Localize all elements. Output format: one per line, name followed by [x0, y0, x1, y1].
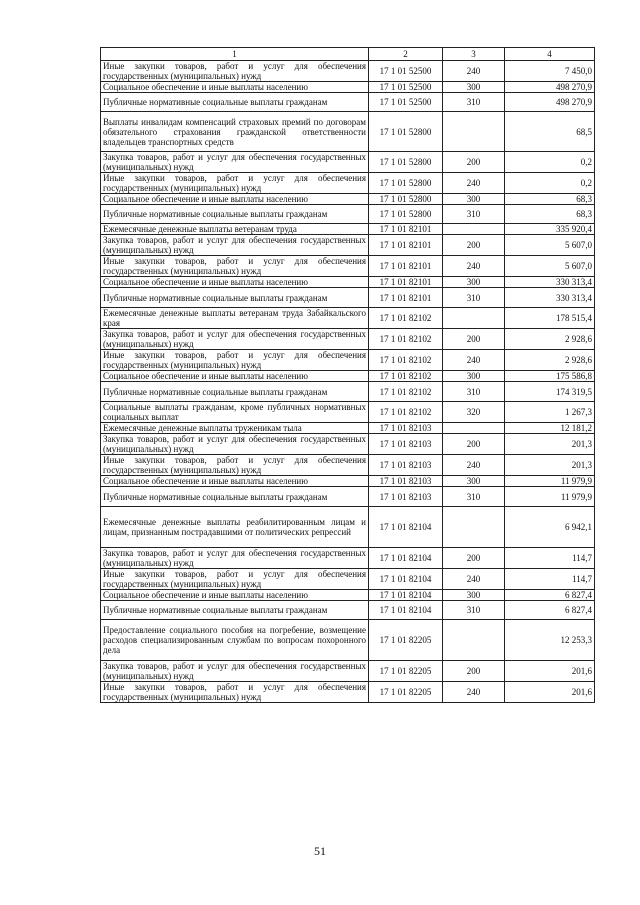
row-name-cell: Публичные нормативные социальные выплаты гражданам — [101, 601, 369, 620]
page-number: 51 — [314, 844, 326, 858]
row-type-cell — [443, 224, 505, 235]
row-name-cell: Иные закупки товаров, работ и услуг для обеспечения государственных (муниципальных) нужд — [101, 569, 369, 590]
row-type-cell — [443, 423, 505, 434]
row-type-cell: 310 — [443, 93, 505, 112]
row-code-cell: 17 1 01 82103 — [369, 455, 443, 476]
row-amount-cell: 5 607,0 — [505, 235, 595, 256]
table-row — [101, 487, 595, 507]
row-amount-cell: 330 313,4 — [505, 277, 595, 288]
row-type-cell — [443, 112, 505, 152]
row-type-cell: 240 — [443, 256, 505, 277]
row-amount-cell: 201,6 — [505, 661, 595, 682]
row-name-cell: Публичные нормативные социальные выплаты гражданам — [101, 93, 369, 112]
row-code-cell: 17 1 01 82104 — [369, 507, 443, 548]
table-row — [101, 455, 595, 476]
row-name-cell: Социальное обеспечение и иные выплаты населению — [101, 590, 369, 601]
row-amount-cell: 201,3 — [505, 455, 595, 476]
row-name-cell: Социальное обеспечение и иные выплаты населению — [101, 371, 369, 382]
row-amount-cell: 178 515,4 — [505, 308, 595, 329]
row-name-cell: Социальное обеспечение и иные выплаты населению — [101, 82, 369, 93]
row-name-cell: Иные закупки товаров, работ и услуг для обеспечения государственных (муниципальных) нужд — [101, 256, 369, 277]
row-name-cell: Иные закупки товаров, работ и услуг для обеспечения государственных (муниципальных) нужд — [101, 682, 369, 703]
row-amount-cell: 0,2 — [505, 152, 595, 173]
budget-table-body — [101, 48, 595, 703]
table-row — [101, 61, 595, 82]
row-name-cell: Ежемесячные денежные выплаты реабилитированным лицам и лицам, признанным пострадавшими от политических репрессий — [101, 507, 369, 548]
row-amount-cell: 1 267,3 — [505, 402, 595, 423]
row-code-cell: 17 1 01 52800 — [369, 205, 443, 224]
table-row — [101, 82, 595, 93]
row-type-cell: 300 — [443, 82, 505, 93]
header-col-1: 1 — [101, 48, 369, 61]
table-row — [101, 661, 595, 682]
row-type-cell: 310 — [443, 288, 505, 308]
row-amount-cell: 498 270,9 — [505, 82, 595, 93]
table-row — [101, 371, 595, 382]
table-row — [101, 682, 595, 703]
row-name-cell: Социальное обеспечение и иные выплаты населению — [101, 476, 369, 487]
row-code-cell: 17 1 01 82205 — [369, 661, 443, 682]
row-code-cell: 17 1 01 82102 — [369, 371, 443, 382]
row-amount-cell: 201,3 — [505, 434, 595, 455]
row-type-cell: 300 — [443, 371, 505, 382]
row-name-cell: Социальное обеспечение и иные выплаты населению — [101, 277, 369, 288]
row-name-cell: Социальные выплаты гражданам, кроме публичных нормативных социальных выплат — [101, 402, 369, 423]
row-code-cell: 17 1 01 82102 — [369, 308, 443, 329]
row-name-cell: Публичные нормативные социальные выплаты гражданам — [101, 487, 369, 507]
row-code-cell: 17 1 01 82101 — [369, 235, 443, 256]
row-amount-cell: 114,7 — [505, 569, 595, 590]
row-amount-cell: 335 920,4 — [505, 224, 595, 235]
row-code-cell: 17 1 01 82205 — [369, 682, 443, 703]
table-row — [101, 590, 595, 601]
row-code-cell: 17 1 01 52800 — [369, 112, 443, 152]
table-row — [101, 152, 595, 173]
table-row — [101, 476, 595, 487]
row-name-cell: Иные закупки товаров, работ и услуг для обеспечения государственных (муниципальных) нужд — [101, 455, 369, 476]
table-row — [101, 205, 595, 224]
row-name-cell: Закупка товаров, работ и услуг для обеспечения государственных (муниципальных) нужд — [101, 661, 369, 682]
row-type-cell — [443, 620, 505, 661]
row-code-cell: 17 1 01 52800 — [369, 152, 443, 173]
row-amount-cell: 2 928,6 — [505, 350, 595, 371]
row-type-cell: 300 — [443, 476, 505, 487]
table-row — [101, 382, 595, 402]
row-code-cell: 17 1 01 82102 — [369, 382, 443, 402]
row-type-cell: 200 — [443, 329, 505, 350]
row-name-cell: Предоставление социального пособия на погребение, возмещение расходов специализированным службам по вопросам похоронного дела — [101, 620, 369, 661]
row-amount-cell: 6 942,1 — [505, 507, 595, 548]
row-code-cell: 17 1 01 52800 — [369, 194, 443, 205]
row-code-cell: 17 1 01 82103 — [369, 434, 443, 455]
row-type-cell: 300 — [443, 194, 505, 205]
row-name-cell: Закупка товаров, работ и услуг для обеспечения государственных (муниципальных) нужд — [101, 329, 369, 350]
row-name-cell: Закупка товаров, работ и услуг для обеспечения государственных (муниципальных) нужд — [101, 235, 369, 256]
row-name-cell: Социальное обеспечение и иные выплаты населению — [101, 194, 369, 205]
row-code-cell: 17 1 01 52800 — [369, 173, 443, 194]
row-name-cell: Публичные нормативные социальные выплаты гражданам — [101, 205, 369, 224]
table-row — [101, 548, 595, 569]
row-type-cell: 200 — [443, 152, 505, 173]
header-col-4: 4 — [505, 48, 595, 61]
row-amount-cell: 7 450,0 — [505, 61, 595, 82]
table-row — [101, 601, 595, 620]
row-name-cell: Выплаты инвалидам компенсаций страховых премий по договорам обязательного страхования гражданской ответственности владельцев транспортных средств — [101, 112, 369, 152]
row-type-cell: 200 — [443, 548, 505, 569]
table-row — [101, 308, 595, 329]
row-amount-cell: 114,7 — [505, 548, 595, 569]
row-type-cell: 200 — [443, 661, 505, 682]
row-name-cell: Публичные нормативные социальные выплаты гражданам — [101, 382, 369, 402]
row-code-cell: 17 1 01 82103 — [369, 487, 443, 507]
row-type-cell: 240 — [443, 455, 505, 476]
row-amount-cell: 0,2 — [505, 173, 595, 194]
row-code-cell: 17 1 01 82205 — [369, 620, 443, 661]
row-type-cell: 310 — [443, 382, 505, 402]
row-amount-cell: 6 827,4 — [505, 590, 595, 601]
row-amount-cell: 12 181,2 — [505, 423, 595, 434]
row-type-cell: 310 — [443, 601, 505, 620]
row-code-cell: 17 1 01 82102 — [369, 402, 443, 423]
row-amount-cell: 5 607,0 — [505, 256, 595, 277]
row-amount-cell: 2 928,6 — [505, 329, 595, 350]
row-name-cell: Закупка товаров, работ и услуг для обеспечения государственных (муниципальных) нужд — [101, 548, 369, 569]
row-type-cell: 240 — [443, 569, 505, 590]
table-row — [101, 423, 595, 434]
row-code-cell: 17 1 01 82103 — [369, 423, 443, 434]
row-code-cell: 17 1 01 82101 — [369, 277, 443, 288]
row-type-cell: 300 — [443, 277, 505, 288]
table-row — [101, 569, 595, 590]
row-name-cell: Иные закупки товаров, работ и услуг для обеспечения государственных (муниципальных) нужд — [101, 350, 369, 371]
row-name-cell: Закупка товаров, работ и услуг для обеспечения государственных (муниципальных) нужд — [101, 434, 369, 455]
table-row — [101, 507, 595, 548]
row-amount-cell: 68,3 — [505, 205, 595, 224]
table-row — [101, 434, 595, 455]
table-row — [101, 402, 595, 423]
row-name-cell: Закупка товаров, работ и услуг для обеспечения государственных (муниципальных) нужд — [101, 152, 369, 173]
row-amount-cell: 6 827,4 — [505, 601, 595, 620]
table-row — [101, 224, 595, 235]
table-row — [101, 194, 595, 205]
row-type-cell — [443, 507, 505, 548]
row-type-cell — [443, 308, 505, 329]
row-name-cell: Иные закупки товаров, работ и услуг для обеспечения государственных (муниципальных) нужд — [101, 61, 369, 82]
row-amount-cell: 174 319,5 — [505, 382, 595, 402]
row-name-cell: Публичные нормативные социальные выплаты гражданам — [101, 288, 369, 308]
row-amount-cell: 175 586,8 — [505, 371, 595, 382]
row-amount-cell: 11 979,9 — [505, 487, 595, 507]
row-type-cell: 200 — [443, 434, 505, 455]
row-type-cell: 320 — [443, 402, 505, 423]
row-code-cell: 17 1 01 82104 — [369, 569, 443, 590]
row-amount-cell: 68,5 — [505, 112, 595, 152]
table-row — [101, 256, 595, 277]
row-type-cell: 200 — [443, 235, 505, 256]
row-type-cell: 240 — [443, 350, 505, 371]
header-col-3: 3 — [443, 48, 505, 61]
table-row — [101, 93, 595, 112]
row-code-cell: 17 1 01 82102 — [369, 329, 443, 350]
row-code-cell: 17 1 01 82101 — [369, 224, 443, 235]
row-code-cell: 17 1 01 82103 — [369, 476, 443, 487]
table-row — [101, 173, 595, 194]
row-code-cell: 17 1 01 52500 — [369, 61, 443, 82]
row-code-cell: 17 1 01 82104 — [369, 601, 443, 620]
row-name-cell: Иные закупки товаров, работ и услуг для обеспечения государственных (муниципальных) нужд — [101, 173, 369, 194]
table-row — [101, 329, 595, 350]
row-code-cell: 17 1 01 82101 — [369, 256, 443, 277]
row-name-cell: Ежемесячные денежные выплаты ветеранам труда Забайкальского края — [101, 308, 369, 329]
row-code-cell: 17 1 01 52500 — [369, 93, 443, 112]
row-code-cell: 17 1 01 52500 — [369, 82, 443, 93]
row-type-cell: 310 — [443, 487, 505, 507]
table-header-row — [101, 48, 595, 61]
row-code-cell: 17 1 01 82104 — [369, 548, 443, 569]
table-row — [101, 112, 595, 152]
header-col-2: 2 — [369, 48, 443, 61]
table-row — [101, 235, 595, 256]
row-type-cell: 240 — [443, 173, 505, 194]
budget-table — [100, 47, 595, 703]
row-amount-cell: 12 253,3 — [505, 620, 595, 661]
row-code-cell: 17 1 01 82101 — [369, 288, 443, 308]
row-code-cell: 17 1 01 82104 — [369, 590, 443, 601]
table-row — [101, 277, 595, 288]
row-amount-cell: 330 313,4 — [505, 288, 595, 308]
row-amount-cell: 11 979,9 — [505, 476, 595, 487]
row-code-cell: 17 1 01 82102 — [369, 350, 443, 371]
row-name-cell: Ежемесячные денежные выплаты ветеранам труда — [101, 224, 369, 235]
row-amount-cell: 201,6 — [505, 682, 595, 703]
row-amount-cell: 498 270,9 — [505, 93, 595, 112]
row-amount-cell: 68,3 — [505, 194, 595, 205]
table-row — [101, 288, 595, 308]
row-name-cell: Ежемесячные денежные выплаты труженикам тыла — [101, 423, 369, 434]
row-type-cell: 300 — [443, 590, 505, 601]
table-row — [101, 620, 595, 661]
row-type-cell: 240 — [443, 682, 505, 703]
row-type-cell: 310 — [443, 205, 505, 224]
table-row — [101, 350, 595, 371]
row-type-cell: 240 — [443, 61, 505, 82]
